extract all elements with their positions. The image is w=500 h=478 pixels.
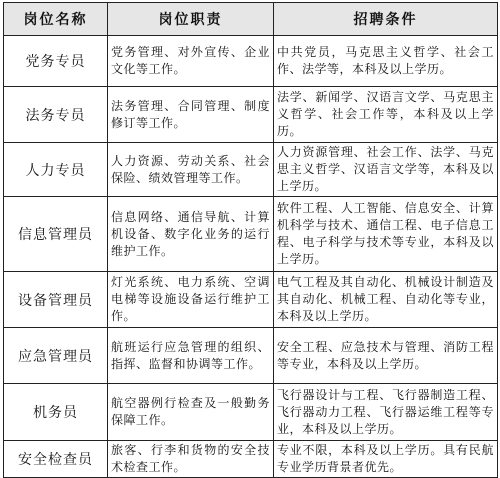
position-name-cell: 应急管理员 bbox=[4, 328, 108, 384]
requirements-cell: 中共党员，马克思主义哲学、社会工作、法学等，本科及以上学历。 bbox=[274, 36, 498, 87]
requirements-cell: 专业不限，本科及以上学历。具有民航专业学历背景者优先。 bbox=[274, 441, 498, 478]
position-duty-cell: 人力资源、劳动关系、社会保险、绩效管理等工作。 bbox=[108, 143, 274, 197]
requirements-cell: 飞行器设计与工程、飞行器制造工程、飞行器动力工程、飞行器运维工程等专业，本科及以上学历。 bbox=[274, 384, 498, 441]
position-name-cell: 党务专员 bbox=[4, 36, 108, 87]
position-name-cell: 设备管理员 bbox=[4, 272, 108, 328]
position-name-cell: 人力专员 bbox=[4, 143, 108, 197]
requirements-cell: 软件工程、人工智能、信息安全、计算机科学与技术、通信工程、电子信息工程、电子科学与技术等专业，本科及以上学历。 bbox=[274, 197, 498, 272]
position-name-cell: 安全检查员 bbox=[4, 441, 108, 478]
table-row bbox=[4, 143, 498, 197]
header-position-name: 岗位名称 bbox=[4, 3, 108, 36]
requirements-cell: 电气工程及其自动化、机械设计制造及其自动化、机械工程、自动化等专业，本科及以上学历。 bbox=[274, 272, 498, 328]
position-duty-cell: 信息网络、通信导航、计算机设备、数字化业务的运行维护工作。 bbox=[108, 197, 274, 272]
requirements-cell: 法学、新闻学、汉语言文学、马克思主义哲学、社会工作等，本科及以上学历。 bbox=[274, 87, 498, 143]
position-name-cell: 机务员 bbox=[4, 384, 108, 441]
table-row bbox=[4, 328, 498, 384]
table-row bbox=[4, 441, 498, 478]
recruitment-table bbox=[3, 2, 498, 478]
header-requirements: 招聘条件 bbox=[274, 3, 498, 36]
table-row bbox=[4, 87, 498, 143]
table-header-row bbox=[4, 3, 498, 36]
table-row bbox=[4, 197, 498, 272]
position-duty-cell: 旅客、行李和货物的安全技术检查工作。 bbox=[108, 441, 274, 478]
position-name-cell: 信息管理员 bbox=[4, 197, 108, 272]
table-row bbox=[4, 36, 498, 87]
position-duty-cell: 法务管理、合同管理、制度修订等工作。 bbox=[108, 87, 274, 143]
table-row bbox=[4, 384, 498, 441]
position-duty-cell: 航班运行应急管理的组织、指挥、监督和协调等工作。 bbox=[108, 328, 274, 384]
table-row bbox=[4, 272, 498, 328]
position-name-cell: 法务专员 bbox=[4, 87, 108, 143]
requirements-cell: 安全工程、应急技术与管理、消防工程等专业，本科及以上学历。 bbox=[274, 328, 498, 384]
position-duty-cell: 党务管理、对外宣传、企业文化等工作。 bbox=[108, 36, 274, 87]
header-position-duty: 岗位职责 bbox=[108, 3, 274, 36]
requirements-cell: 人力资源管理、社会工作、法学、马克思主义哲学、汉语言文学等，本科及以上学历。 bbox=[274, 143, 498, 197]
position-duty-cell: 灯光系统、电力系统、空调电梯等设施设备运行维护工作。 bbox=[108, 272, 274, 328]
position-duty-cell: 航空器例行检查及一般勤务保障工作。 bbox=[108, 384, 274, 441]
